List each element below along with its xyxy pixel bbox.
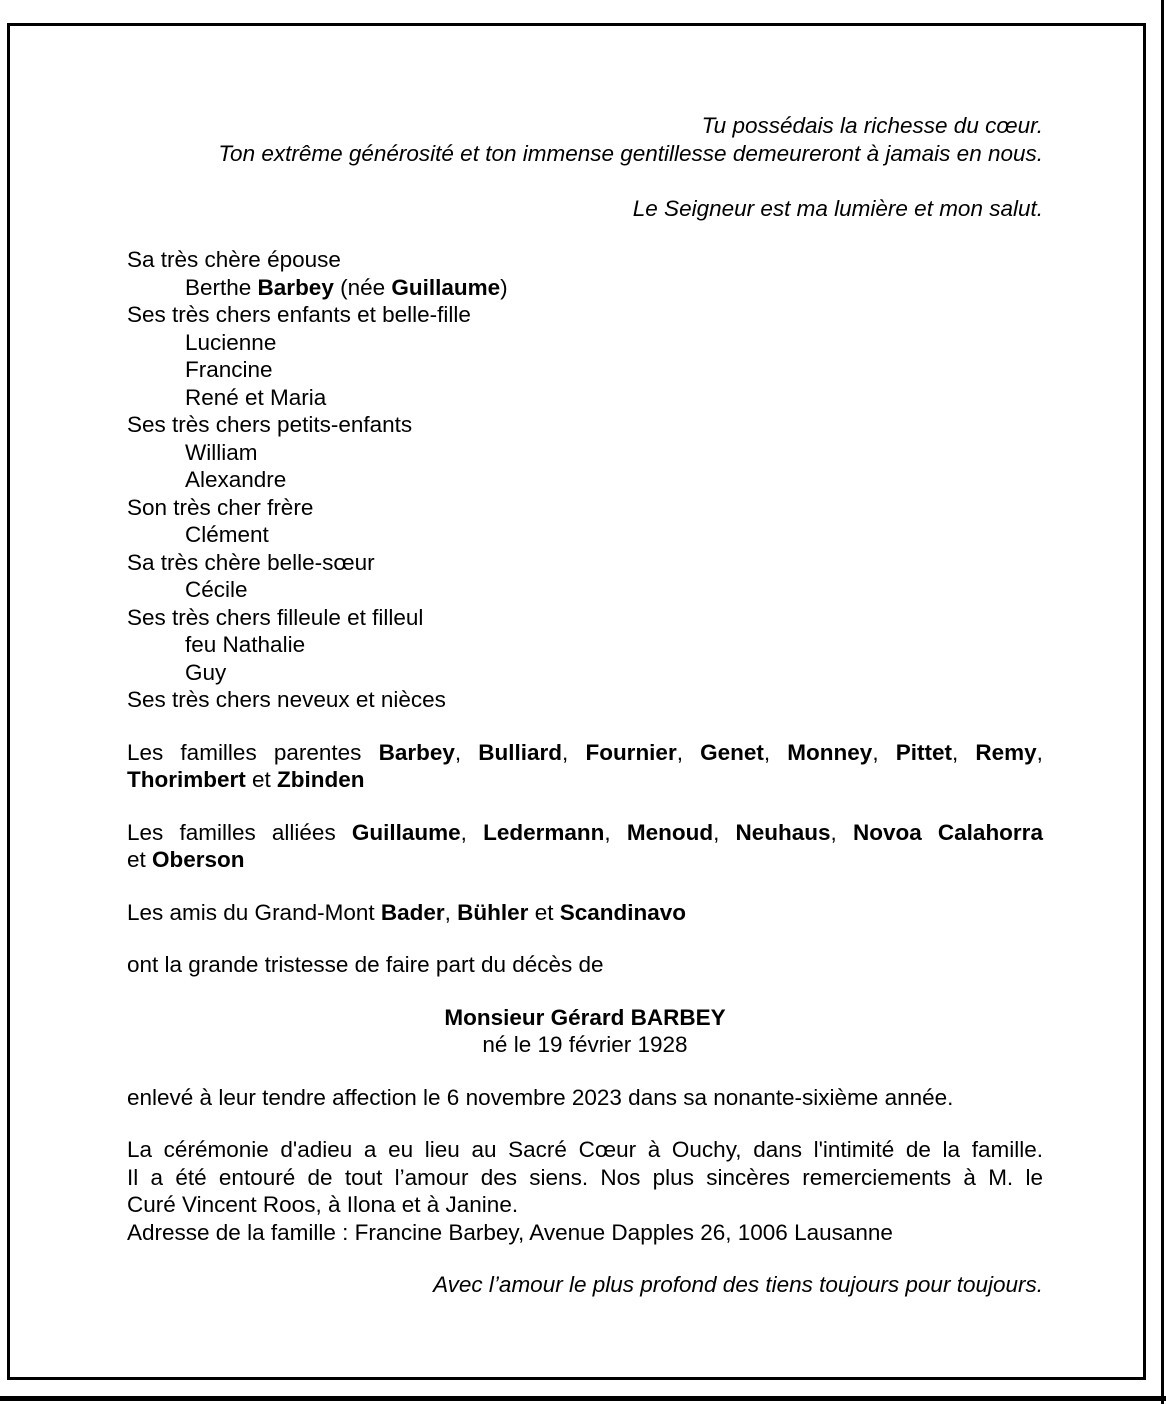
text-segment: Francine [185,357,273,382]
text-line [127,1004,1043,1032]
text-segment: Il a été entouré de tout l’amour des siens. Nos plus sincères remerciements à M. le [127,1164,1043,1190]
text-segment: et [245,767,278,792]
bold-text: Guillaume [391,274,501,300]
scan-edge-bottom [0,1396,1166,1401]
text-line [127,549,1043,577]
bold-text: Ledermann [483,819,605,845]
death-notice-page [7,23,1146,1380]
text-segment: , [951,739,976,765]
text-segment: , [1036,739,1043,765]
text-line [127,1191,1043,1219]
text-line [127,819,1043,847]
paragraph-familles-alliees [127,819,1043,874]
text-line [127,384,1043,412]
text-segment: Guy [185,659,227,685]
text-segment: Son très cher frère [127,494,314,520]
text-segment: enlevé à leur tendre affection le 6 novembre 2023 dans sa nonante-sixième année. [127,1084,954,1110]
text-segment: Avec l’amour le plus profond des tiens toujours pour toujours. [433,1272,1043,1297]
text-segment: , [872,739,896,765]
bold-text: Neuhaus [735,819,831,845]
text-segment: ) [500,274,508,300]
text-line [127,1219,1043,1247]
text-segment: Ton extrême générosité et ton immense gentillesse demeureront à jamais en nous. [218,140,1043,166]
text-segment: Les familles parentes [127,739,379,765]
bold-text: Barbey [378,739,455,765]
ceremony-paragraph [127,1136,1043,1246]
text-segment: René et Maria [185,384,327,410]
bold-text: Menoud [626,819,714,845]
bold-text: Oberson [152,847,245,872]
bold-text: Barbey [257,274,334,300]
text-segment: et [127,847,153,872]
text-line [127,521,1043,549]
bold-text: Bader [380,899,445,925]
text-segment: Clément [185,522,269,547]
closing-verse [127,1271,1043,1299]
text-line [127,576,1043,604]
text-segment: Cécile [185,577,248,602]
text-line [127,951,1043,979]
text-line [127,899,1043,927]
bold-text: Bühler [457,899,529,925]
death-date-line [127,1084,1043,1112]
bold-text: Guillaume [351,819,461,845]
text-line [127,1271,1043,1299]
notice-content [10,26,1143,1299]
text-segment: Ses très chers filleule et filleul [127,604,424,630]
text-segment: né le 19 février 1928 [482,1032,688,1057]
text-segment: Tu possédais la richesse du cœur. [701,113,1043,138]
text-segment: Ses très chers petits-enfants [127,412,413,437]
text-line [127,112,1043,140]
text-line [127,659,1043,687]
text-line [127,195,1043,223]
bold-text: Scandinavo [559,899,687,925]
text-line [127,246,1043,274]
text-line [127,494,1043,522]
text-segment: Berthe [185,274,258,300]
text-segment: , [713,819,736,845]
text-segment: La cérémonie d'adieu a eu lieu au Sacré Cœur à Ouchy, dans l'intimité de la famille. [127,1137,1043,1162]
family-list [127,246,1043,714]
text-line [127,1136,1043,1164]
text-segment: , [460,819,484,845]
bold-text: Monney [787,739,873,765]
text-segment: , [444,899,458,925]
text-segment: , [562,739,586,765]
bold-text: Fournier [585,739,677,765]
text-line [127,274,1043,302]
text-line [127,631,1043,659]
text-line [127,411,1043,439]
text-segment: , [604,819,627,845]
scan-edge-right [1161,0,1164,1404]
bold-text: Thorimbert [127,767,246,792]
text-segment: Lucienne [185,329,277,355]
text-line [127,604,1043,632]
text-segment: Sa très chère épouse [127,247,341,272]
text-segment: , [763,739,788,765]
paragraph-amis-grand-mont [127,899,1043,927]
text-segment: , [454,739,479,765]
bold-text: Bulliard [478,739,563,765]
text-line [127,1031,1043,1059]
bold-text: Zbinden [277,767,365,792]
text-segment: (née [333,274,392,300]
text-segment: Adresse de la famille : Francine Barbey, Avenue Dapples 26, 1006 Lausanne [127,1219,893,1245]
bold-text: Novoa Calahorra [852,819,1043,845]
epigraph-verses [127,112,1043,222]
text-segment: , [830,819,853,845]
text-line [127,766,1043,794]
text-segment: feu Nathalie [185,632,306,657]
text-line [127,1164,1043,1192]
text-segment: Sa très chère belle-sœur [127,549,375,575]
text-line [127,686,1043,714]
text-segment: Curé Vincent Roos, à Ilona et à Janine. [127,1192,519,1217]
text-line [127,301,1043,329]
bold-text: Pittet [895,739,952,765]
text-segment: Alexandre [185,467,287,492]
bold-text: Monsieur Gérard BARBEY [444,1004,726,1030]
paragraph-familles-parentes [127,739,1043,794]
deceased-name-block [127,1004,1043,1059]
text-line [127,739,1043,767]
text-line [127,466,1043,494]
text-segment: William [185,439,258,465]
text-segment: Les familles alliées [127,819,352,845]
text-line [127,846,1043,874]
text-segment: , [676,739,701,765]
text-line [127,140,1043,168]
announcement-line [127,951,1043,979]
text-segment: Les amis du Grand-Mont [127,899,381,925]
text-line [127,439,1043,467]
bold-text: Remy [975,739,1037,765]
text-segment: Ses très chers neveux et nièces [127,687,446,712]
text-segment: ont la grande tristesse de faire part du décès de [127,952,604,977]
bold-text: Genet [700,739,764,765]
text-line [127,329,1043,357]
text-line [127,356,1043,384]
text-line [127,1084,1043,1112]
text-segment: et [528,899,560,925]
text-segment: Ses très chers enfants et belle-fille [127,302,471,327]
text-segment: Le Seigneur est ma lumière et mon salut. [632,195,1043,221]
